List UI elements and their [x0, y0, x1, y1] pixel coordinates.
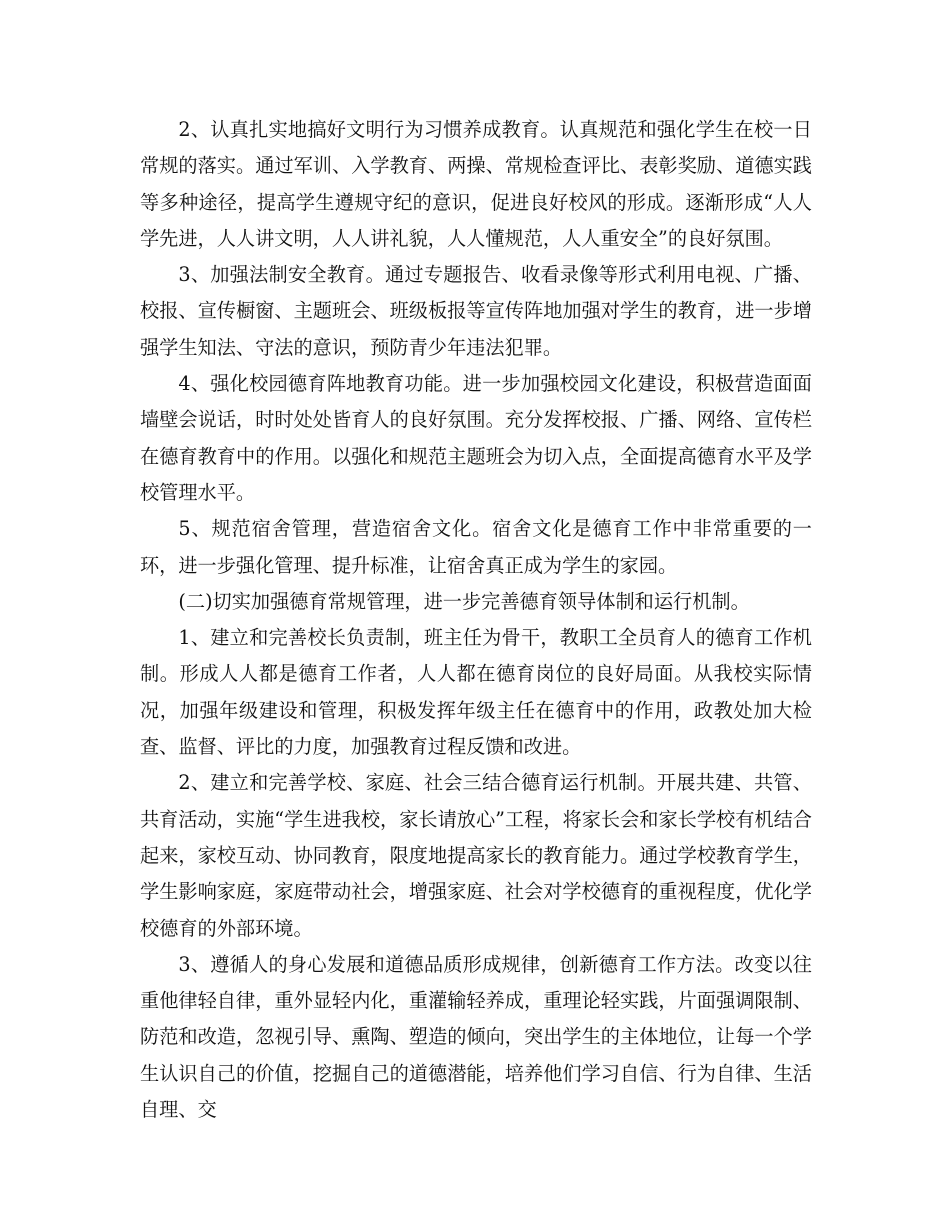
- paragraph-principal-responsibility: 1、建立和完善校长负责制，班主任为骨干，教职工全员育人的德育工作机制。形成人人都是德育工作者，人人都在德育岗位的良好局面。从我校实际情况，加强年级建设和管理，积极发挥年级主任在德育中的作用，政教处加大检查、监督、评比的力度，加强教育过程反馈和改进。: [140, 626, 812, 759]
- paragraph-dormitory-management: 5、规范宿舍管理，营造宿舍文化。宿舍文化是德育工作中非常重要的一环，进一步强化管理、提升标准，让宿舍真正成为学生的家园。: [140, 517, 812, 577]
- paragraph-innovate-methods: 3、遵循人的身心发展和道德品质形成规律，创新德育工作方法。改变以往重他律轻自律，重外显轻内化，重灌输轻养成，重理论轻实践，片面强调限制、防范和改造，忽视引导、熏陶、塑造的倾向，突出学生的主体地位，让每一个学生认识自己的价值，挖掘自己的道德潜能，培养他们学习自信、行为自律、生活自理、交: [140, 952, 812, 1122]
- document-body: [140, 112, 812, 1128]
- paragraph-campus-moral-position: 4、强化校园德育阵地教育功能。进一步加强校园文化建设，积极营造面面墙壁会说话，时时处处皆育人的良好氛围。充分发挥校报、广播、网络、宣传栏在德育教育中的作用。以强化和规范主题班会为切入点，全面提高德育水平及学校管理水平。: [140, 372, 812, 504]
- section-heading-routine-management: (二)切实加强德育常规管理，进一步完善德育领导体制和运行机制。: [178, 589, 750, 613]
- paragraph-habit-education: 2、认真扎实地搞好文明行为习惯养成教育。认真规范和强化学生在校一日常规的落实。通过军训、入学教育、两操、常规检查评比、表彰奖励、道德实践等多种途径，提高学生遵规守纪的意识，促进良好校风的形成。逐渐形成“人人学先进，人人讲文明，人人讲礼貌，人人懂规范，人人重安全”的良好氛围。: [140, 118, 812, 250]
- paragraph-school-family-society: 2、建立和完善学校、家庭、社会三结合德育运行机制。开展共建、共管、共育活动，实施“学生进我校，家长请放心”工程，将家长会和家长学校有机结合起来，家校互动、协同教育，限度地提高家长的教育能力。通过学校教育学生，学生影响家庭，家庭带动社会，增强家庭、社会对学校德育的重视程度，优化学校德育的外部环境。: [140, 771, 812, 940]
- paragraph-legal-safety-education: 3、加强法制安全教育。通过专题报告、收看录像等形式利用电视、广播、校报、宣传橱窗、主题班会、班级板报等宣传阵地加强对学生的教育，进一步增强学生知法、守法的意识，预防青少年违法犯罪。: [140, 263, 812, 359]
